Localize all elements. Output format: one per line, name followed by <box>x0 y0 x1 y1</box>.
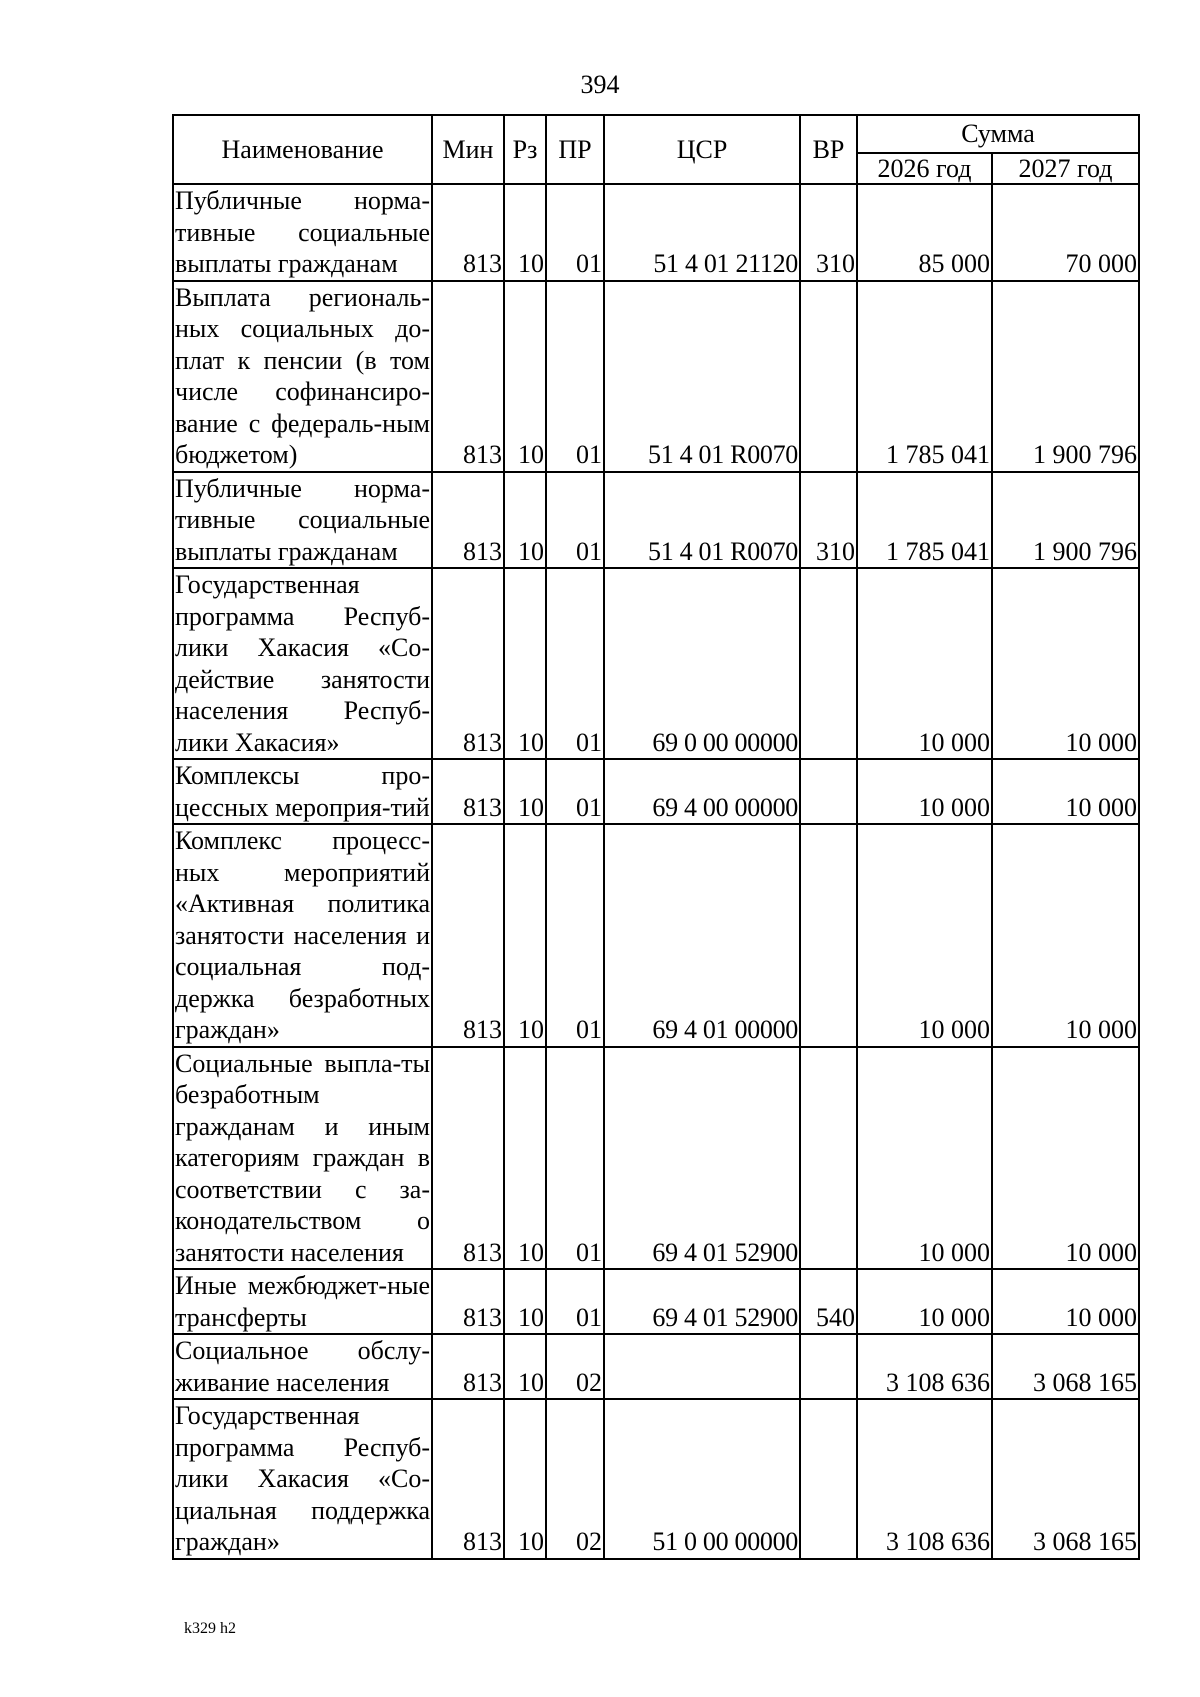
cell-csr: 51 4 01 21120 <box>604 184 800 281</box>
cell-pr: 01 <box>546 759 604 824</box>
cell-pr: 01 <box>546 1269 604 1334</box>
cell-name: Комплексы про-цессных мероприя-тий <box>173 759 432 824</box>
cell-sum-2027: 10 000 <box>992 1269 1139 1334</box>
header-rz: Рз <box>504 115 546 184</box>
cell-csr: 69 4 01 00000 <box>604 824 800 1047</box>
table-header <box>173 115 1139 184</box>
page-number: 394 <box>580 70 620 99</box>
cell-rz: 10 <box>504 184 546 281</box>
cell-sum-2027: 10 000 <box>992 1047 1139 1270</box>
table-row <box>173 1047 1139 1270</box>
cell-rz: 10 <box>504 472 546 569</box>
cell-rz: 10 <box>504 568 546 759</box>
cell-min: 813 <box>432 184 504 281</box>
table-row <box>173 472 1139 569</box>
cell-csr: 69 4 01 52900 <box>604 1269 800 1334</box>
cell-csr: 51 0 00 00000 <box>604 1399 800 1559</box>
header-csr: ЦСР <box>604 115 800 184</box>
cell-name: Государственная программа Респуб-лики Хакасия «Со-действие занятости населения Респуб-лики Хакасия» <box>173 568 432 759</box>
cell-vr <box>800 759 857 824</box>
table-row <box>173 824 1139 1047</box>
cell-min: 813 <box>432 1399 504 1559</box>
cell-sum-2027: 1 900 796 <box>992 281 1139 472</box>
cell-pr: 01 <box>546 184 604 281</box>
cell-min: 813 <box>432 1047 504 1270</box>
cell-sum-2027: 70 000 <box>992 184 1139 281</box>
table-row <box>173 1399 1139 1559</box>
header-sum: Сумма <box>857 115 1139 153</box>
cell-sum-2026: 10 000 <box>857 1047 992 1270</box>
cell-csr: 69 4 00 00000 <box>604 759 800 824</box>
cell-min: 813 <box>432 472 504 569</box>
cell-min: 813 <box>432 824 504 1047</box>
cell-name: Иные межбюджет-ные трансферты <box>173 1269 432 1334</box>
cell-sum-2026: 10 000 <box>857 1269 992 1334</box>
table-row <box>173 568 1139 759</box>
cell-rz: 10 <box>504 759 546 824</box>
cell-min: 813 <box>432 1334 504 1399</box>
cell-sum-2026: 3 108 636 <box>857 1399 992 1559</box>
cell-vr <box>800 568 857 759</box>
cell-csr: 51 4 01 R0070 <box>604 281 800 472</box>
cell-csr: 51 4 01 R0070 <box>604 472 800 569</box>
cell-pr: 01 <box>546 824 604 1047</box>
cell-sum-2026: 1 785 041 <box>857 472 992 569</box>
cell-name: Социальное обслу-живание населения <box>173 1334 432 1399</box>
cell-pr: 01 <box>546 1047 604 1270</box>
footer-code: k329 h2 <box>184 1620 236 1637</box>
cell-pr: 02 <box>546 1334 604 1399</box>
cell-sum-2027: 1 900 796 <box>992 472 1139 569</box>
cell-min: 813 <box>432 759 504 824</box>
header-vr: ВР <box>800 115 857 184</box>
cell-sum-2027: 3 068 165 <box>992 1399 1139 1559</box>
cell-vr: 310 <box>800 184 857 281</box>
table-row <box>173 184 1139 281</box>
cell-pr: 01 <box>546 281 604 472</box>
cell-name: Публичные норма-тивные социальные выплаты гражданам <box>173 472 432 569</box>
table-body <box>173 184 1139 1559</box>
cell-name: Государственная программа Респуб-лики Хакасия «Со-циальная поддержка граждан» <box>173 1399 432 1559</box>
cell-rz: 10 <box>504 824 546 1047</box>
cell-rz: 10 <box>504 1334 546 1399</box>
header-pr: ПР <box>546 115 604 184</box>
cell-min: 813 <box>432 1269 504 1334</box>
cell-sum-2026: 1 785 041 <box>857 281 992 472</box>
cell-sum-2026: 85 000 <box>857 184 992 281</box>
cell-vr <box>800 824 857 1047</box>
cell-sum-2026: 3 108 636 <box>857 1334 992 1399</box>
cell-sum-2027: 10 000 <box>992 759 1139 824</box>
cell-min: 813 <box>432 568 504 759</box>
cell-vr <box>800 1334 857 1399</box>
cell-min: 813 <box>432 281 504 472</box>
cell-csr <box>604 1334 800 1399</box>
budget-table <box>172 114 1140 1560</box>
cell-vr <box>800 1399 857 1559</box>
cell-vr: 540 <box>800 1269 857 1334</box>
cell-rz: 10 <box>504 1399 546 1559</box>
cell-vr <box>800 1047 857 1270</box>
cell-rz: 10 <box>504 281 546 472</box>
table-row <box>173 759 1139 824</box>
cell-pr: 01 <box>546 568 604 759</box>
header-min: Мин <box>432 115 504 184</box>
cell-sum-2027: 10 000 <box>992 568 1139 759</box>
cell-pr: 02 <box>546 1399 604 1559</box>
cell-name: Комплекс процесс-ных мероприятий «Активная политика занятости населения и социальная под-держка безработных граждан» <box>173 824 432 1047</box>
cell-rz: 10 <box>504 1047 546 1270</box>
header-year-2027: 2027 год <box>992 153 1139 184</box>
cell-sum-2027: 3 068 165 <box>992 1334 1139 1399</box>
cell-vr: 310 <box>800 472 857 569</box>
cell-name: Выплата региональ-ных социальных до-плат к пенсии (в том числе софинансиро-вание с федераль-ным бюджетом) <box>173 281 432 472</box>
cell-sum-2026: 10 000 <box>857 824 992 1047</box>
header-year-2026: 2026 год <box>857 153 992 184</box>
cell-sum-2026: 10 000 <box>857 759 992 824</box>
cell-pr: 01 <box>546 472 604 569</box>
cell-csr: 69 0 00 00000 <box>604 568 800 759</box>
table-row <box>173 1334 1139 1399</box>
header-name: Наименование <box>173 115 432 184</box>
cell-name: Публичные норма-тивные социальные выплаты гражданам <box>173 184 432 281</box>
cell-csr: 69 4 01 52900 <box>604 1047 800 1270</box>
cell-rz: 10 <box>504 1269 546 1334</box>
cell-sum-2026: 10 000 <box>857 568 992 759</box>
table-row <box>173 281 1139 472</box>
cell-name: Социальные выпла-ты безработным гражданам и иным категориям граждан в соответствии с за-конодательством о занятости населения <box>173 1047 432 1270</box>
cell-vr <box>800 281 857 472</box>
cell-sum-2027: 10 000 <box>992 824 1139 1047</box>
table-row <box>173 1269 1139 1334</box>
